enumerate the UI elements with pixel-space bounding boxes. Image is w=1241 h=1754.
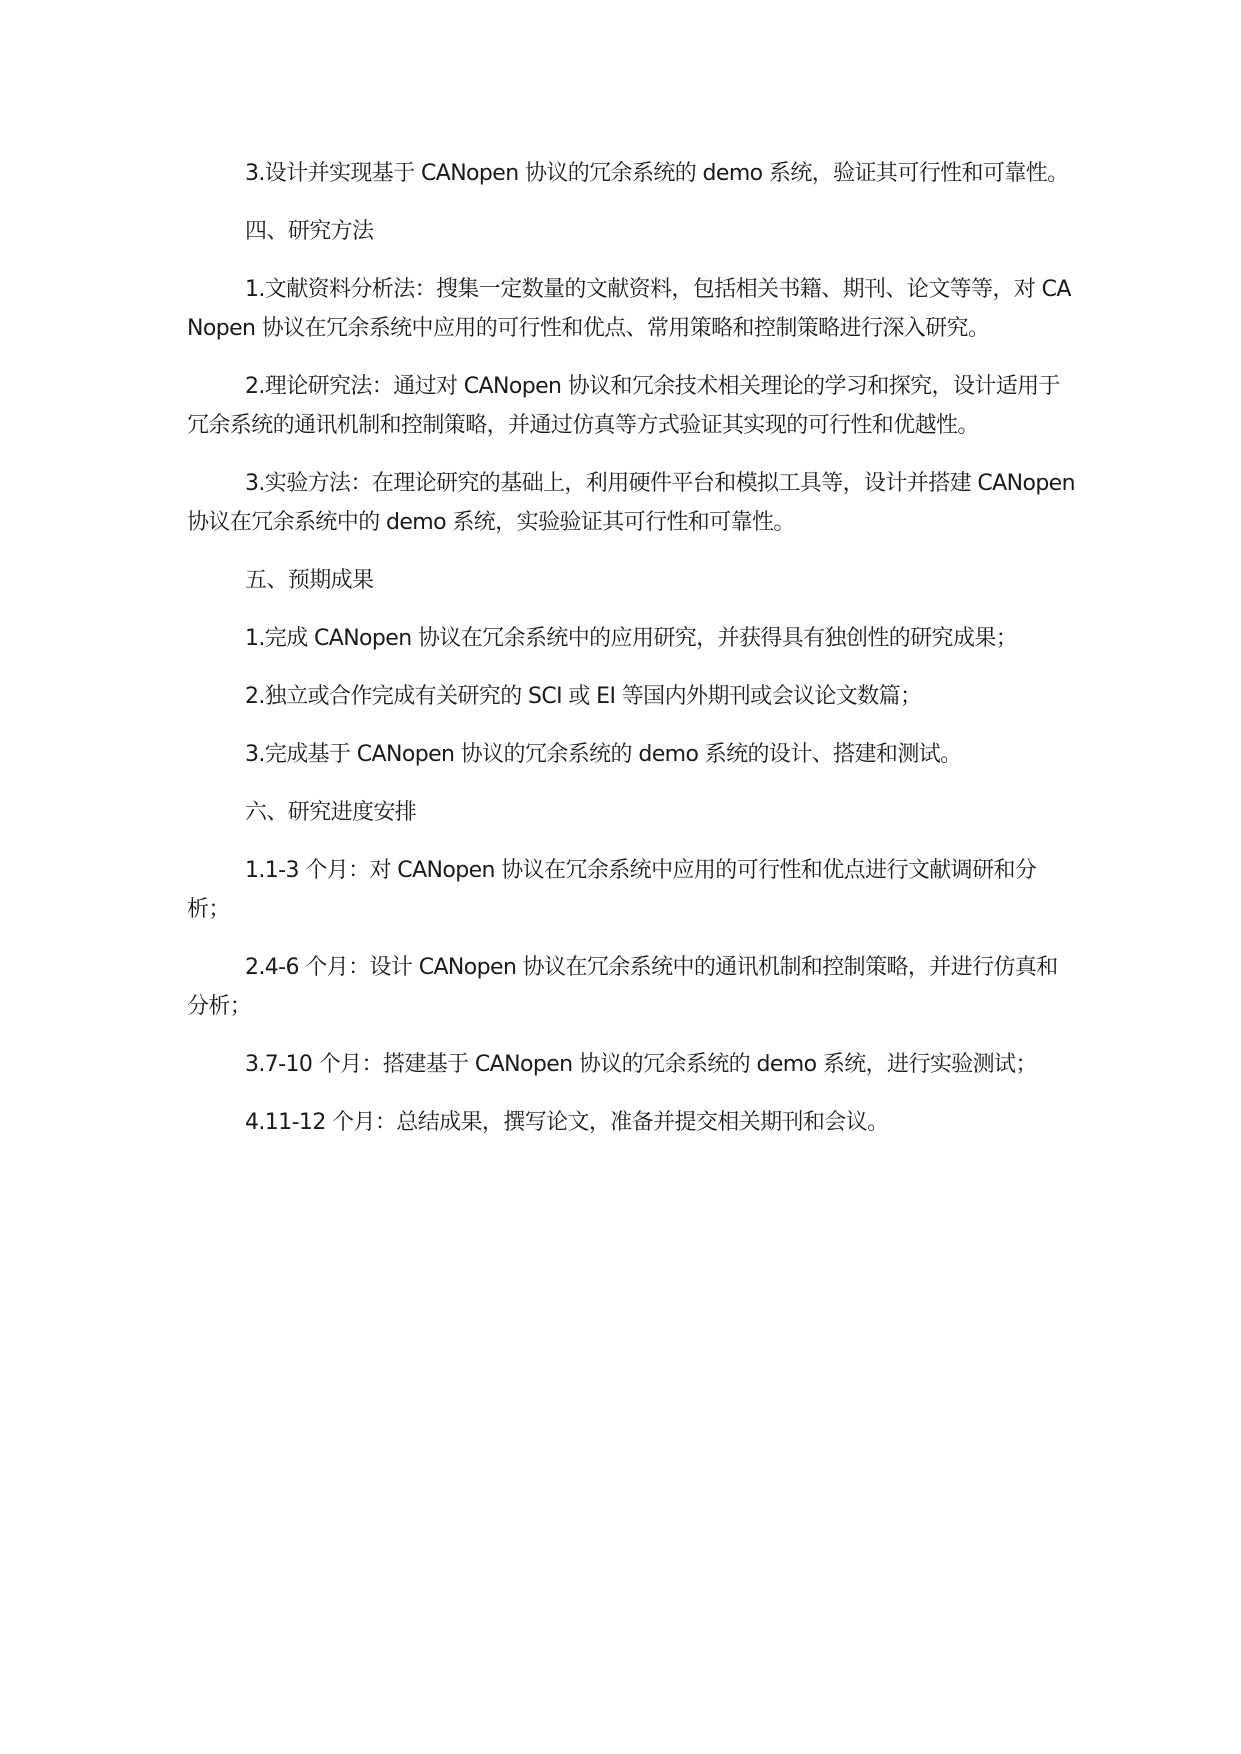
paragraph-method-literature: 1.文献资料分析法：搜集一定数量的文献资料，包括相关书籍、期刊、论文等等，对 CANopen 协议在冗余系统中应用的可行性和优点、常用策略和控制策略进行深入研究。 (187, 277, 1071, 341)
paragraph-schedule-3: 3.7-10 个月：搭建基于 CANopen 协议的冗余系统的 demo 系统，进行实验测试； (245, 1052, 1037, 1077)
document-body (187, 154, 1075, 1161)
paragraph-method-theory: 2.理论研究法：通过对 CANopen 协议和冗余技术相关理论的学习和探究，设计适用于冗余系统的通讯机制和控制策略，并通过仿真等方式验证其实现的可行性和优越性。 (187, 374, 1060, 438)
paragraph-method-experiment: 3.实验方法：在理论研究的基础上，利用硬件平台和模拟工具等，设计并搭建 CANopen 协议在冗余系统中的 demo 系统，实验验证其可行性和可靠性。 (187, 471, 1075, 535)
paragraph-schedule-1: 1.1-3 个月：对 CANopen 协议在冗余系统中应用的可行性和优点进行文献调研和分析； (187, 858, 1037, 922)
paragraph-objective-3: 3.设计并实现基于 CANopen 协议的冗余系统的 demo 系统，验证其可行性和可靠性。 (245, 161, 1069, 186)
section-heading-expected-results: 五、预期成果 (245, 568, 374, 593)
paragraph-schedule-4: 4.11-12 个月：总结成果，撰写论文，准备并提交相关期刊和会议。 (245, 1110, 889, 1135)
paragraph-schedule-2: 2.4-6 个月：设计 CANopen 协议在冗余系统中的通讯机制和控制策略，并进行仿真和分析； (187, 955, 1058, 1019)
section-heading-schedule: 六、研究进度安排 (245, 800, 417, 825)
paragraph-result-1: 1.完成 CANopen 协议在冗余系统中的应用研究，并获得具有独创性的研究成果； (245, 626, 1018, 651)
section-heading-research-methods: 四、研究方法 (245, 219, 374, 244)
paragraph-result-3: 3.完成基于 CANopen 协议的冗余系统的 demo 系统的设计、搭建和测试。 (245, 742, 962, 767)
paragraph-result-2: 2.独立或合作完成有关研究的 SCI 或 EI 等国内外期刊或会议论文数篇； (245, 684, 922, 709)
